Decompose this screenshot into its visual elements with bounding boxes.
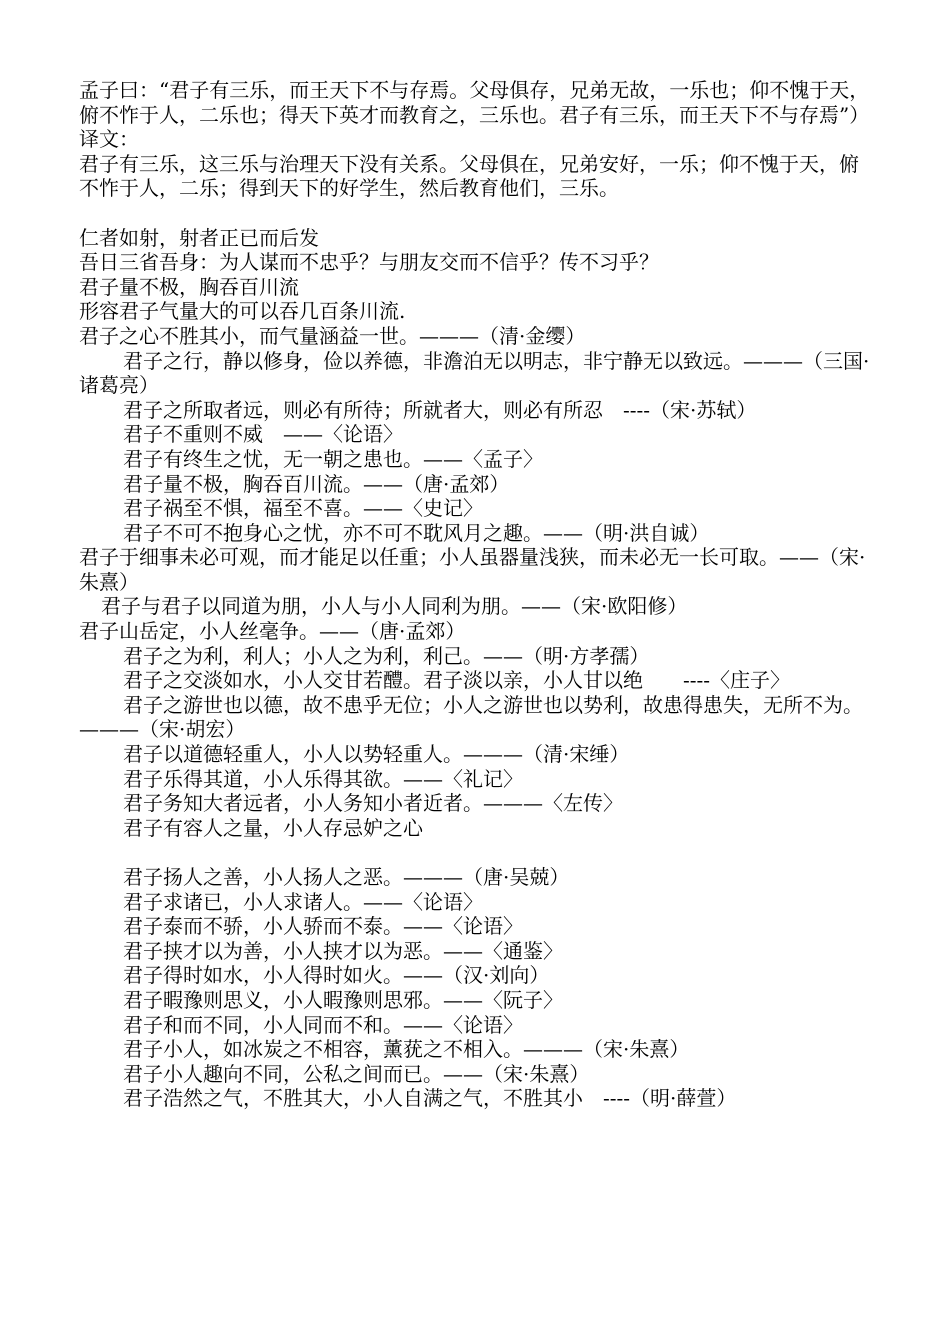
text-line: 仁者如射，射者正已而后发 <box>79 225 319 250</box>
text-line: 君子小人趣向不同，公私之间而已。——（宋·朱熹） <box>123 1061 590 1086</box>
text-line: 君子之游世也以德，故不患乎无位；小人之游世也以势利，故患得患失，无所不为。———（宋·胡宏） <box>79 692 863 742</box>
text-line: 君子有终生之忧，无一朝之患也。——〈孟子〉 <box>123 446 543 471</box>
document-body <box>79 78 875 1111</box>
text-line: 君子扬人之善，小人扬人之恶。———（唐·吴兢） <box>123 865 570 889</box>
text-line: 孟子曰：“君子有三乐，而王天下不与存焉。父母俱存，兄弟无故，一乐也；仰不愧于天，俯不怍于人，二乐也；得天下英才而教育之，三乐也。君子有三乐，而王天下不与存焉”） <box>79 78 870 127</box>
text-line: 君子不重则不威 ——〈论语〉 <box>123 422 403 447</box>
text-line: 形容君子气量大的可以吞几百条川流. <box>79 299 406 324</box>
text-line: 君子之所取者远，则必有所待；所就者大，则必有所忍 ----（宋·苏轼） <box>123 397 757 422</box>
text-line: 君子挟才以为善，小人挟才以为恶。——〈通鉴〉 <box>123 938 563 963</box>
text-line: 君子之交淡如水，小人交甘若醴。君子淡以亲，小人甘以绝 ----〈庄子〉 <box>123 668 791 693</box>
text-line: 君子得时如水，小人得时如火。——（汉·刘向） <box>123 963 550 988</box>
text-line: 君子有容人之量，小人存忌妒之心 <box>123 815 423 840</box>
text-line: 君子和而不同，小人同而不和。——〈论语〉 <box>123 1012 523 1037</box>
text-line: 君子之行，静以修身，俭以养德，非澹泊无以明志，非宁静无以致远。———（三国·诸葛亮） <box>79 348 870 398</box>
text-line: 君子乐得其道，小人乐得其欲。——〈礼记〉 <box>123 766 523 791</box>
text-line: 君子务知大者远者，小人务知小者近者。———〈左传〉 <box>123 791 623 816</box>
text-line: 译文： <box>79 127 139 152</box>
text-line: 君子祸至不惧，福至不喜。——〈史记〉 <box>123 496 483 521</box>
text-line: 君子小人，如冰炭之不相容，薰莸之不相入。———（宋·朱熹） <box>123 1037 690 1062</box>
text-line: 君子不可不抱身心之忧，亦不可不耽风月之趣。——（明·洪自诚） <box>123 520 710 545</box>
text-line: 君子浩然之气，不胜其大，小人自满之气，不胜其小 ----（明·薛萱） <box>123 1086 737 1111</box>
text-line: 君子暇豫则思义，小人暇豫则思邪。——〈阮子〉 <box>123 987 563 1012</box>
text-line: 君子量不极，胸吞百川流。——（唐·孟郊） <box>123 471 510 496</box>
blank-line <box>79 840 875 865</box>
text-line: 君子之为利，利人；小人之为利，利己。——（明·方孝孺） <box>123 643 650 668</box>
text-line: 君子山岳定，小人丝毫争。——（唐·孟郊） <box>79 619 466 644</box>
text-line: 君子求诸已，小人求诸人。——〈论语〉 <box>123 889 483 914</box>
text-line: 君子与君子以同道为朋，小人与小人同利为朋。——（宋·欧阳修） <box>101 594 688 619</box>
text-line: 君子有三乐，这三乐与治理天下没有关系。父母俱在，兄弟安好，一乐；仰不愧于天，俯不怍于人，二乐；得到天下的好学生，然后教育他们，三乐。 <box>79 151 859 201</box>
text-line: 君子以道德轻重人，小人以势轻重人。———（清·宋缍） <box>123 742 630 767</box>
text-line: 君子于细事未必可观，而才能足以任重；小人虽器量浅狭，而未必无一长可取。——（宋·朱熹） <box>79 545 866 594</box>
text-line: 君子之心不胜其小，而气量涵益一世。———（清·金缨） <box>79 323 586 348</box>
text-line: 君子泰而不骄，小人骄而不泰。——〈论语〉 <box>123 914 523 939</box>
text-line: 君子量不极，胸吞百川流 <box>79 274 299 299</box>
text-line: 吾日三省吾身：为人谋而不忠乎？与朋友交而不信乎？传不习乎？ <box>79 250 659 275</box>
blank-line <box>79 201 875 226</box>
